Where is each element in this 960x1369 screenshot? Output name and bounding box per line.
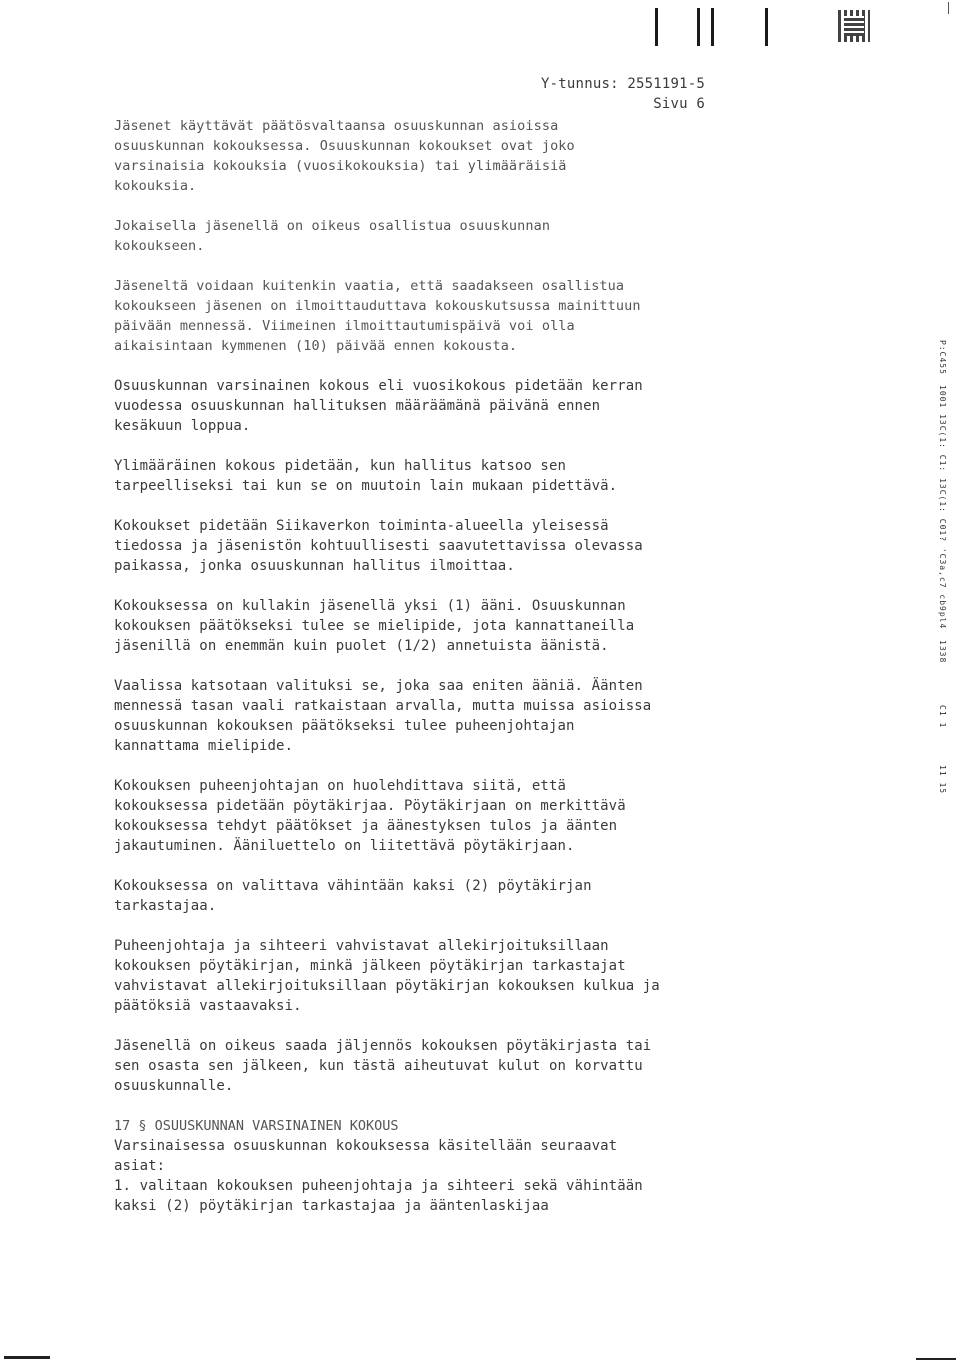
scan-edge-mark — [4, 1356, 50, 1359]
edge-tick — [948, 2, 949, 14]
business-id: Y-tunnus: 2551191-5 — [541, 76, 705, 92]
paragraph-3: Jäseneltä voidaan kuitenkin vaatia, että saadakseen osallistua kokoukseen jäsenen on ilmoittauduttava kokouskutsussa mainittuun päivään mennessä. Viimeinen ilmoittautumispäivä voi olla aikaisintaan kymmenen (10) päivää ennen kokousta. — [114, 278, 641, 354]
paragraph-4: Osuuskunnan varsinainen kokous eli vuosikokous pidetään kerran vuodessa osuuskunnan hallituksen määräämänä päivänä ennen kesäkuun loppua. — [114, 378, 643, 434]
paragraph-12: Jäsenellä on oikeus saada jäljennös kokouksen pöytäkirjasta tai sen osasta sen jälkeen, kun tästä aiheutuvat kulut on korvattu osuuskunnalle. — [114, 1038, 652, 1094]
paragraph-11: Puheenjohtaja ja sihteeri vahvistavat allekirjoituksillaan kokouksen pöytäkirjan, minkä jälkeen pöytäkirjan tarkastajat vahvistavat allekirjoituksillaan pöytäkirjan kokouksen kulkua ja päätöksiä vastaavaksi. — [114, 938, 660, 1014]
stamp-segment: 1001 13C(1: C1: 13C(1: C01? 'C3a,c7 cb9pl4 — [938, 385, 947, 630]
section-heading: 17 § OSUUSKUNNAN VARSINAINEN KOKOUS — [114, 1118, 399, 1134]
qr-code-icon — [838, 10, 870, 42]
barcode-marks — [655, 8, 775, 46]
document-body — [114, 116, 734, 1216]
page-header — [541, 74, 705, 114]
scan-edge-mark — [916, 1358, 956, 1360]
margin-stamp — [935, 340, 949, 795]
paragraph-8: Vaalissa katsotaan valituksi se, joka saa eniten ääniä. Äänten mennessä tasan vaali ratkaistaan arvalla, mutta muissa asioissa osuuskunnan kokouksen päätökseksi tulee puheenjohtajan kannattama mielipide. — [114, 678, 652, 754]
stamp-segment: P:C455 — [938, 340, 947, 375]
section-item-1: 1. valitaan kokouksen puheenjohtaja ja sihteeri sekä vähintään kaksi (2) pöytäkirjan tarkastajaa ja ääntenlaskijaa — [114, 1178, 643, 1214]
section-intro: Varsinaisessa osuuskunnan kokouksessa käsitellään seuraavat asiat: — [114, 1138, 618, 1174]
paragraph-2: Jokaisella jäsenellä on oikeus osallistua osuuskunnan kokoukseen. — [114, 218, 551, 254]
paragraph-1: Jäsenet käyttävät päätösvaltaansa osuuskunnan asioissa osuuskunnan kokouksessa. Osuuskunnan kokoukset ovat joko varsinaisia kokouksia (vuosikokouksia) tai ylimääräisiä kokouksia. — [114, 118, 575, 194]
page-number: Sivu 6 — [653, 96, 705, 112]
paragraph-7: Kokouksessa on kullakin jäsenellä yksi (1) ääni. Osuuskunnan kokouksen päätökseksi tulee se mielipide, jota kannattaneilla jäsenillä on enemmän kuin puolet (1/2) annetuista äänistä. — [114, 598, 635, 654]
stamp-segment: 11 15 — [938, 765, 947, 795]
paragraph-6: Kokoukset pidetään Siikaverkon toiminta-alueella yleisessä tiedossa ja jäsenistön kohtuullisesti saavutettavissa olevassa paikassa, jonka osuuskunnan hallitus ilmoittaa. — [114, 518, 643, 574]
paragraph-10: Kokouksessa on valittava vähintään kaksi (2) pöytäkirjan tarkastajaa. — [114, 878, 592, 914]
stamp-segment: C1 1 — [938, 705, 947, 729]
section-17 — [114, 1116, 734, 1216]
paragraph-5: Ylimääräinen kokous pidetään, kun hallitus katsoo sen tarpeelliseksi tai kun se on muutoin lain mukaan pidettävä. — [114, 458, 618, 494]
paragraph-9: Kokouksen puheenjohtajan on huolehdittava siitä, että kokouksessa pidetään pöytäkirjaa. Pöytäkirjaan on merkittävä kokouksessa tehdyt päätökset ja äänestyksen tulos ja äänten jakautuminen. Ääniluettelo on liitettävä pöytäkirjaan. — [114, 778, 626, 854]
stamp-segment: 1338 — [938, 640, 947, 664]
